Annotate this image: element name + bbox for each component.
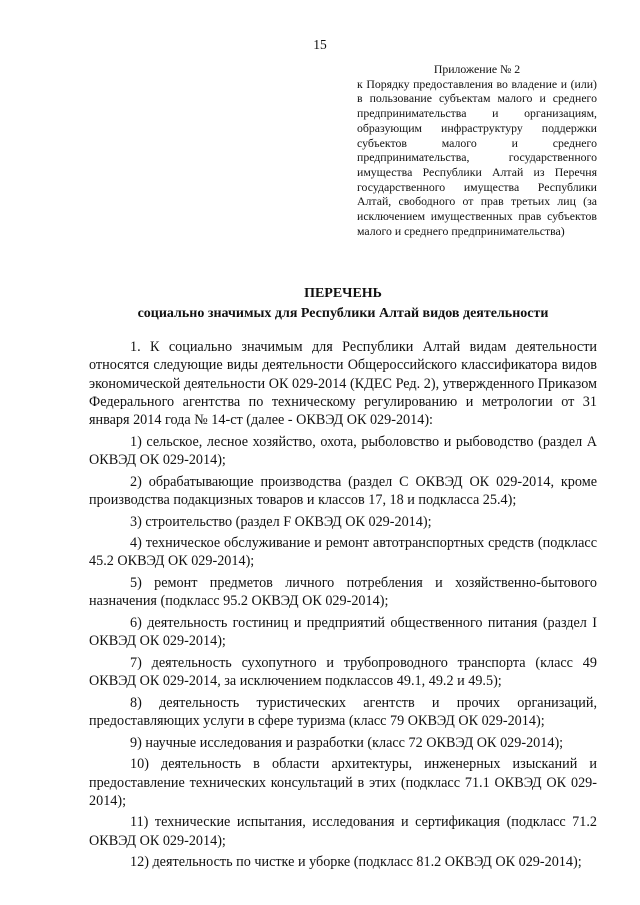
list-item: 1) сельское, лесное хозяйство, охота, рыболовство и рыбоводство (раздел A ОКВЭД ОК 029-2014); [89, 433, 597, 469]
list-item: 8) деятельность туристических агентств и прочих организаций, предоставляющих услуги в сфере туризма (класс 79 ОКВЭД ОК 029-2014); [89, 694, 597, 730]
document-body [89, 338, 597, 872]
list-item: 11) технические испытания, исследования и сертификация (подкласс 71.2 ОКВЭД ОК 029-2014); [89, 814, 597, 849]
document-subtitle: социально значимых для Республики Алтай видов деятельности [137, 306, 549, 321]
list-item: 10) деятельность в области архитектуры, инженерных изысканий и предоставление технических консультаций в этих (подкласс 71.1 ОКВЭД ОК 029-2014); [89, 756, 597, 809]
appendix-block [357, 62, 597, 238]
document-title: ПЕРЕЧЕНЬ [304, 286, 382, 301]
page-number: 15 [313, 37, 327, 52]
list-item: 3) строительство (раздел F ОКВЭД ОК 029-2014); [130, 513, 432, 530]
list-item: 5) ремонт предметов личного потребления и хозяйственно-бытового назначения (подкласс 95.2 ОКВЭД ОК 029-2014); [89, 575, 597, 610]
intro-paragraph: 1. К социально значимым для Республики Алтай видам деятельности относятся следующие виды деятельности Общероссийского классификатора видов экономической деятельности ОК 029-2014 (КДЕС Ред. 2), утвержденного Приказом Федерального агентства по техническому регулированию и метрологии от 31 января 2014 года № 14-ст (далее - ОКВЭД ОК 029-2014): [89, 339, 597, 429]
list-item: 9) научные исследования и разработки (класс 72 ОКВЭД ОК 029-2014); [130, 734, 564, 751]
list-item: 12) деятельность по чистке и уборке (подкласс 81.2 ОКВЭД ОК 029-2014); [130, 854, 582, 871]
appendix-title: Приложение № 2 [433, 62, 521, 76]
list-item: 4) техническое обслуживание и ремонт автотранспортных средств (подкласс 45.2 ОКВЭД ОК 029-2014); [89, 535, 597, 570]
list-item: 6) деятельность гостиниц и предприятий общественного питания (раздел I ОКВЭД ОК 029-2014); [89, 614, 597, 650]
list-item: 7) деятельность сухопутного и трубопроводного транспорта (класс 49 ОКВЭД ОК 029-2014, за исключением подклассов 49.1, 49.2 и 49.5); [89, 654, 597, 690]
appendix-text: к Порядку предоставления во владение и (или) в пользование субъектам малого и среднего предпринимательства и организациям, образующим инфраструктуру поддержки субъектов малого и среднего предпринимательства, государственного имущества Республики Алтай из Перечня государственного имущества Республики Алтай, свободного от прав третьих лиц (за исключением имущественных прав субъектов малого и среднего предпринимательства) [357, 76, 597, 238]
list-item: 2) обрабатывающие производства (раздел C ОКВЭД ОК 029-2014, кроме производства подакцизных товаров и классов 17, 18 и подкласса 25.4); [89, 473, 597, 508]
